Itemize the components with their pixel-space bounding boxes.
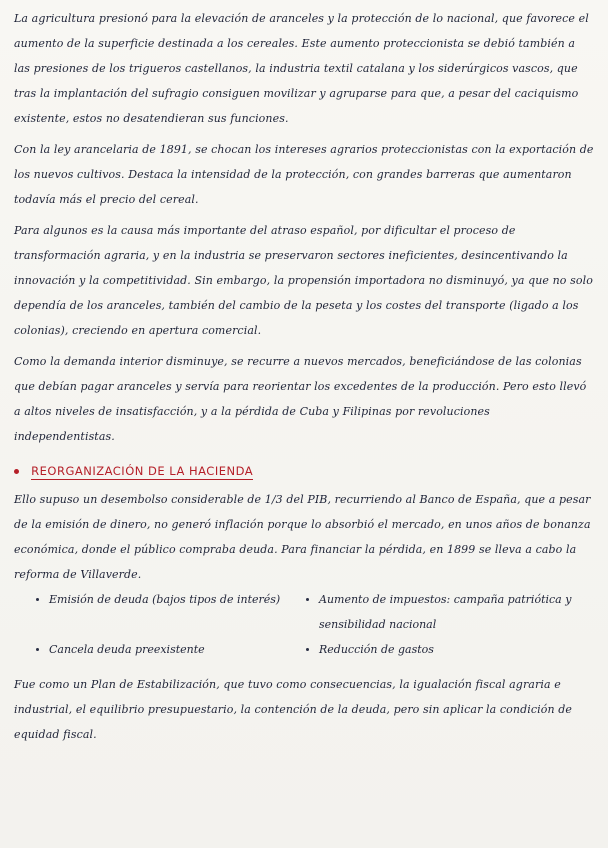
- paragraph-agricultura: La agricultura presionó para la elevación de aranceles y la protección de lo nacional, que favorece el aumento de la superficie destinada a los cereales. Este aumento proteccionista se debió también a las presiones de los trigueros castellanos, la industria textil catalana y los siderúrgicos vascos, que tras la implantación del sufragio consiguen movilizar y agruparse para que, a pesar del caciquismo existente, estos no desatendieran sus funciones.: [14, 12, 589, 125]
- measure-text: Aumento de impuestos: campaña patriótica y sensibilidad nacional: [319, 593, 572, 631]
- bullet-icon: [306, 648, 309, 651]
- list-item: [306, 587, 594, 637]
- measures-list: [36, 587, 594, 662]
- measure-text: Cancela deuda preexistente: [49, 643, 205, 656]
- bullet-icon: [306, 598, 309, 601]
- heading-bullet-icon: [14, 469, 19, 474]
- list-item: [36, 587, 292, 637]
- section-heading-text: REORGANIZACIÓN DE LA HACIENDA: [31, 464, 254, 478]
- paragraph-ley-arancelaria: Con la ley arancelaria de 1891, se chocan los intereses agrarios proteccionistas con la exportación de los nuevos cultivos. Destaca la intensidad de la protección, con grandes barreras que aumentaron todavía más el precio del cereal.: [14, 143, 594, 206]
- bullet-icon: [36, 598, 39, 601]
- list-item: [36, 637, 292, 662]
- section-heading: [14, 459, 594, 483]
- measure-text: Reducción de gastos: [319, 643, 434, 656]
- paragraph-atraso-espanol: Para algunos es la causa más importante del atraso español, por dificultar el proceso de transformación agraria, y en la industria se preservaron sectores ineficientes, desincentivando la innovación y la competitividad. Sin embargo, la propensión importadora no disminuyó, ya que no solo dependía de los aranceles, también del cambio de la peseta y los costes del transporte (ligado a los colonias), creciendo en apertura comercial.: [14, 224, 593, 337]
- measure-text: Emisión de deuda (bajos tipos de interés): [49, 593, 281, 606]
- bullet-icon: [36, 648, 39, 651]
- paragraph-plan-estabilizacion: Fue como un Plan de Estabilización, que tuvo como consecuencias, la igualación fiscal agraria e industrial, el equilibrio presupuestario, la contención de la deuda, pero sin aplicar la condición de equidad fiscal.: [14, 678, 572, 741]
- list-item: [306, 637, 594, 662]
- paragraph-hacienda: Ello supuso un desembolso considerable de 1/3 del PIB, recurriendo al Banco de España, que a pesar de la emisión de dinero, no generó inflación porque lo absorbió el mercado, en unos años de bonanza económica, donde el público compraba deuda. Para financiar la pérdida, en 1899 se lleva a cabo la reforma de Villaverde.: [14, 493, 591, 581]
- paragraph-demanda-interior: Como la demanda interior disminuye, se recurre a nuevos mercados, beneficiándose de las colonias que debían pagar aranceles y servía para reorientar los excedentes de la producción. Pero esto llevó a altos niveles de insatisfacción, y a la pérdida de Cuba y Filipinas por revoluciones independentistas.: [14, 355, 587, 443]
